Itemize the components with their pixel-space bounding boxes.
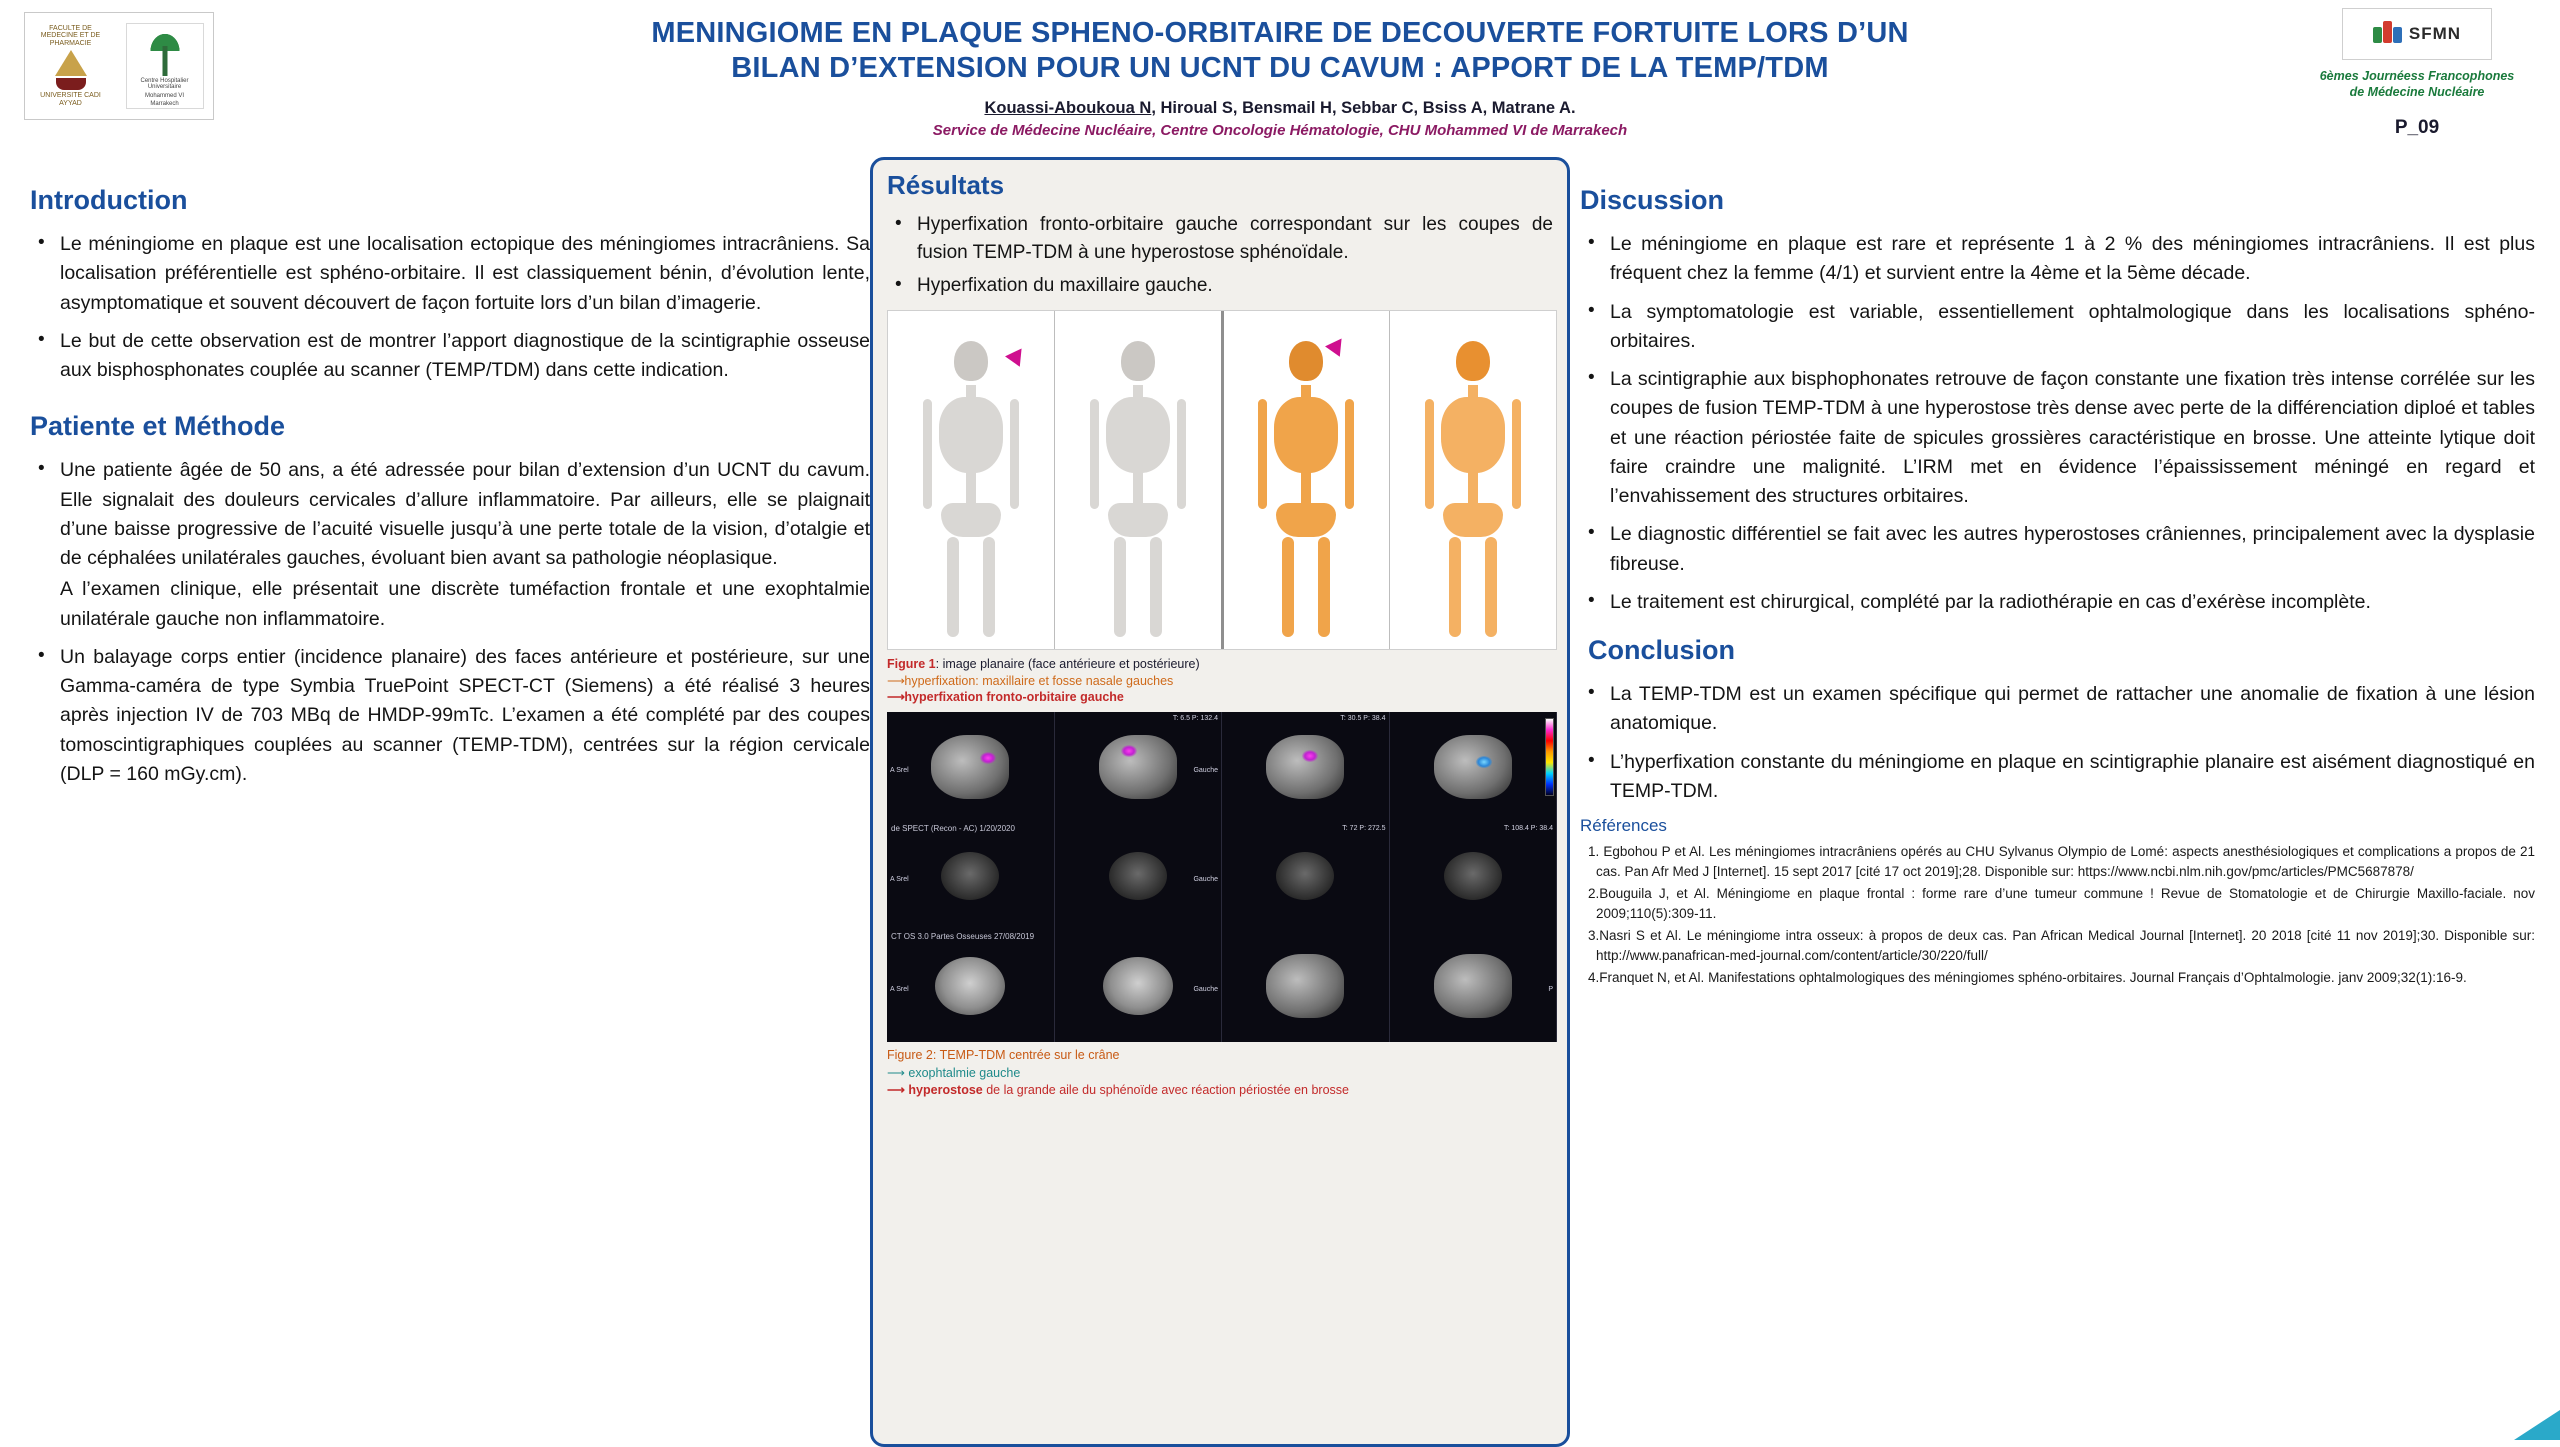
list-item: [913, 211, 1553, 266]
chu-logo: [126, 23, 204, 109]
middle-column: [870, 170, 1570, 1440]
figure-2-label-left: A Srel: [890, 986, 909, 994]
poster-id: P_09: [2394, 116, 2440, 138]
discussion-item-5: • Le traitement est chirurgical, complété par la radiothérapie en cas d’exérèse incomplète.: [1610, 590, 2371, 613]
figure-2-cell: [887, 930, 1055, 1042]
figure-2-readout: T: 6.5 P: 132.4: [1172, 715, 1218, 723]
university-logos: [24, 12, 214, 120]
section-heading-patient-method: Patiente et Méthode: [30, 411, 286, 442]
hotspot-marker-icon: [1302, 750, 1318, 762]
reference-item: 3.Nasri S et Al. Le méningiome intra osseux: à propos de deux cas. Pan African Medical Journal [Internet]. 20 2018 [cité 11 nov 2019];30. Disponible sur: http://www.panafrican-med-journal.com/content/article/30/220/full/: [1588, 928, 2535, 963]
figure-2-readout: T: 30.5 P: 38.4: [1340, 715, 1386, 723]
page-title-line1: MENINGIOME EN PLAQUE SPHENO-ORBITAIRE DE DECOUVERTE FORTUITE LORS D’UN: [651, 17, 1909, 49]
section-heading-results: Résultats: [887, 170, 1005, 200]
skeleton-silhouette-icon: [911, 341, 1031, 641]
congress-name: [2302, 68, 2532, 101]
chu-logo-caption-3: Marrakech: [150, 101, 179, 108]
list-item: [1606, 365, 2535, 511]
figure-2-cell: [1055, 712, 1223, 822]
discussion-item-4: • Le diagnostic différentiel se fait avec les autres hyperostoses crâniennes, principalement avec la dysplasie fibreuse.: [1610, 523, 2535, 575]
reference-item: 1. Egbohou P et Al. Les méningiomes intracrâniens opérés au CHU Sylvanus Olympio de Lomé: aspects anesthésiologiques et complications a propos de 21 cas. Pan Afr Med J [Internet]. 15 sept 2017 [cité 17 oct 2019];28. Disponible sur: https://www.ncbi.nlm.nih.gov/pmc/articles/PMC5687878/: [1588, 844, 2535, 879]
list-item: [56, 230, 870, 318]
introduction-item-2: • Le but de cette observation est de montrer l’apport diagnostique de la scintigraphie osseuse aux bisphosphonates couplée au scanner (TEMP/TDM) dans cette indication.: [60, 329, 870, 381]
authors: [430, 99, 2130, 118]
list-item: [56, 643, 870, 789]
figure-2-label-right: Gauche: [1193, 986, 1218, 994]
reference-item: 2.Bouguila J, et Al. Méningiome en plaque frontal : forme rare d’une tumeur commune ! Revue de Stomatologie et de Chirurgie Maxillo-faciale. nov 2009;110(5):309-11.: [1588, 886, 2535, 921]
palm-tree-icon: [146, 27, 184, 76]
figure-2-row-fusion: [887, 712, 1557, 822]
list-item: [1606, 680, 2535, 739]
list-item: [1606, 588, 2535, 617]
chu-logo-caption-2: Mohammed VI: [144, 92, 184, 99]
skeleton-silhouette-icon: [1246, 341, 1366, 641]
figure-1-caption: [887, 656, 1553, 707]
figure-2-cell: [1390, 930, 1558, 1042]
figure-2-cell: [1222, 930, 1390, 1042]
skeleton-silhouette-icon: [1078, 341, 1198, 641]
introduction-item-1: • Le méningiome en plaque est une localisation ectopique des méningiomes intracrâniens. Sa localisation préférentielle est sphéno-orbitaire. Il est classiquement bénin, d’évolution lente, asymptomatique et souvent découvert de façon fortuite lors d’un bilan d’imagerie.: [60, 233, 870, 314]
arrow-glyph-icon: ⟶: [887, 1083, 909, 1098]
right-column: [1580, 185, 2535, 1440]
figure-2-label-left: A Srel: [890, 767, 909, 775]
introduction-list: [30, 230, 870, 385]
list-item: [1606, 230, 2535, 289]
figure-2-label-right: Gauche: [1193, 767, 1218, 775]
arrow-glyph-icon: ⟶: [887, 1065, 909, 1080]
hotspot-marker-icon: [980, 752, 996, 764]
page-title-line2: BILAN D’EXTENSION POUR UN UCNT DU CAVUM : APPORT DE LA TEMP/TDM: [731, 52, 1829, 85]
section-heading-references: Références: [1580, 816, 1667, 835]
patient-method-item-1: • Une patiente âgée de 50 ans, a été adressée pour bilan d’extension d’un UCNT du cavum. Elle signalait des douleurs cervicales d’allure inflammatoire. Par ailleurs, elle se plaignait d’une baisse progressive de l’acuité visuelle jusqu’à une perte totale de la vision, d’otalgie et de céphalées unilatérales gauches, évoluant bien avant sa pathologie néoplasique.: [60, 459, 870, 569]
patient-method-list: [30, 456, 870, 789]
figure-2-caption-text: Figure 2: TEMP-TDM centrée sur le crâne: [887, 1048, 1120, 1063]
ucam-logo-caption-top: FACULTE DE MEDECINE ET DE PHARMACIE: [40, 24, 101, 48]
affiliation: Service de Médecine Nucléaire, Centre Oncologie Hématologie, CHU Mohammed VI de Marrakech: [932, 121, 1628, 139]
conclusion-item-1: • La TEMP-TDM est un examen spécifique qui permet de rattacher une anomalie de fixation à une lésion anatomique.: [1610, 683, 2535, 735]
figure-2-row-label: CT OS 3.0 Partes Osseuses 27/08/2019: [891, 932, 1035, 942]
list-item: [913, 272, 1553, 300]
arrow-glyph-icon: ⟶: [887, 690, 905, 705]
figure-2-note-2-rest: de la grande aile du sphénoïde avec réaction périostée en brosse: [982, 1083, 1349, 1098]
sfmn-label: SFMN: [2408, 24, 2462, 43]
arrow-glyph-icon: ⟶: [887, 673, 905, 688]
results-item-1: • Hyperfixation fronto-orbitaire gauche correspondant sur les coupes de fusion TEMP-TDM à une hyperostose sphénoïdale.: [917, 214, 1553, 263]
references-list: [1580, 842, 2535, 988]
section-heading-conclusion: Conclusion: [1588, 635, 1735, 665]
figure-2-row-ct: [887, 930, 1557, 1042]
figure-1-planar-scintigraphy: [887, 310, 1557, 650]
patient-method-item-1-cont: A l’examen clinique, elle présentait une discrète tuméfaction frontale et une exophtalmie unilatérale gauche non inflammatoire.: [60, 578, 870, 630]
figure-1-caption-text: : image planaire (face antérieure et postérieure): [935, 656, 1200, 671]
figure-2-note-1: exophtalmie gauche: [908, 1065, 1021, 1080]
ucam-logo: [35, 24, 107, 108]
chu-logo-caption: Centre Hospitalier Universitaire: [140, 77, 189, 91]
list-item: [1606, 298, 2535, 357]
conclusion-item-2: • L’hyperfixation constante du méningiome en plaque en scintigraphie planaire est aisément diagnostiqué en TEMP-TDM.: [1610, 750, 2535, 802]
list-item: [1606, 520, 2535, 579]
figure-1-anterior-hot: [1224, 311, 1390, 649]
first-author: Kouassi-Aboukoua N: [984, 98, 1152, 117]
discussion-list: [1580, 230, 2535, 617]
figure-2-cell: [1390, 712, 1558, 822]
figure-1-label: Figure 1: [887, 656, 936, 671]
reference-item: 4.Franquet N, et Al. Manifestations ophtalmologiques des méningiomes sphéno-orbitaires. Journal Français d’Ophtalmologie. janv 2009;32(1):16-9.: [1588, 970, 2467, 986]
ucam-logo-caption: UNIVERSITE CADI AYYAD: [40, 91, 101, 107]
figure-2-label-p: P: [1548, 986, 1553, 994]
results-panel: [870, 157, 1570, 1447]
congress-name-line2: de Médecine Nucléaire: [2349, 85, 2485, 100]
figure-1-anterior-pale: [888, 311, 1054, 649]
patient-method-item-2: • Un balayage corps entier (incidence planaire) des faces antérieure et postérieure, sur une Gamma-caméra de type Symbia TruePoint SPECT-CT (Siemens) a été réalisé 3 heures après injection IV de 703 MBq de HMDP-99mTc. L’examen a été complété par des coupes tomoscintigraphiques couplées au scanner (TEMP-TDM), centrées sur la région cervicale (DLP = 160 mGy.cm).: [60, 645, 870, 785]
corner-decoration: [2514, 1410, 2560, 1440]
color-scale-bar: [1545, 718, 1554, 796]
figure-2-caption: [887, 1047, 1553, 1100]
figure-2-cell: [1390, 822, 1558, 930]
discussion-item-1: • Le méningiome en plaque est rare et représente 1 à 2 % des méningiomes intracrâniens. Il est plus fréquent chez la femme (4/1) et survient entre la 4ème et la 5ème décade.: [1610, 233, 2535, 285]
page-title: [430, 16, 2130, 87]
title-block: [430, 16, 2130, 139]
figure-1-note-2: hyperfixation fronto-orbitaire gauche: [904, 690, 1124, 705]
sfmn-logo: [2342, 8, 2492, 60]
figure-2-cell: [1222, 822, 1390, 930]
figure-2-cell: [1222, 712, 1390, 822]
figure-2-label-right: Gauche: [1193, 876, 1218, 884]
ucam-crest-icon: [48, 48, 94, 92]
discussion-item-2: • La symptomatologie est variable, essentiellement ophtalmologique dans les localisations sphéno-orbitaires.: [1610, 300, 2535, 352]
results-item-2: • Hyperfixation du maxillaire gauche.: [917, 275, 1213, 297]
figure-2-note-2-bold: hyperostose: [908, 1083, 983, 1098]
congress-name-line1: 6èmes Journéess Francophones: [2319, 69, 2515, 83]
coauthors: , Hiroual S, Bensmail H, Sebbar C, Bsiss A, Matrane A.: [1151, 98, 1576, 117]
skeleton-silhouette-icon: [1413, 341, 1533, 641]
section-heading-discussion: Discussion: [1580, 185, 1725, 215]
poster-body: [0, 170, 2560, 1440]
figure-1-note-1: hyperfixation: maxillaire et fosse nasale gauches: [904, 673, 1174, 688]
conclusion-block: [1580, 635, 2535, 806]
figure-2-readout: T: 72 P: 272.5: [1342, 825, 1386, 833]
list-item: [1606, 748, 2535, 807]
figure-2-cell: [887, 822, 1055, 930]
figure-1-posterior-pale: [1055, 311, 1221, 649]
figure-2-spect-ct: [887, 712, 1557, 1042]
figure-2-readout: T: 108.4 P: 38.4: [1503, 825, 1553, 833]
section-heading-introduction: Introduction: [30, 185, 188, 215]
figure-2-cell: [1055, 822, 1223, 930]
congress-logo-block: [2302, 8, 2532, 139]
list-item: [56, 456, 870, 634]
figure-2-row-spect: [887, 822, 1557, 930]
figure-2-label-left: A Srel: [890, 876, 909, 884]
discussion-item-3: • La scintigraphie aux bisphophonates retrouve de façon constante une fixation très intense corrélée sur les coupes de fusion TEMP-TDM à une hyperostose très dense avec perte de la différenciation diploé et tables et une réaction périostée faite de spicules grossières caractéristique en brosse. Une atteinte lytique doit faire craindre une malignité. L’IRM met en évidence l’épaississement méningé en regard et l’envahissement des structures orbitaires.: [1610, 368, 2535, 507]
figure-2-cell: [887, 712, 1055, 822]
sfmn-mark-icon: [2373, 21, 2403, 47]
figure-1-posterior-hot: [1390, 311, 1556, 649]
figure-2-cell: [1055, 930, 1223, 1042]
list-item: [56, 327, 870, 386]
figure-2-row-label: de SPECT (Recon - AC) 1/20/2020: [891, 824, 1015, 834]
conclusion-list: [1580, 680, 2535, 806]
results-list: [887, 211, 1553, 300]
left-column: [30, 185, 870, 1440]
